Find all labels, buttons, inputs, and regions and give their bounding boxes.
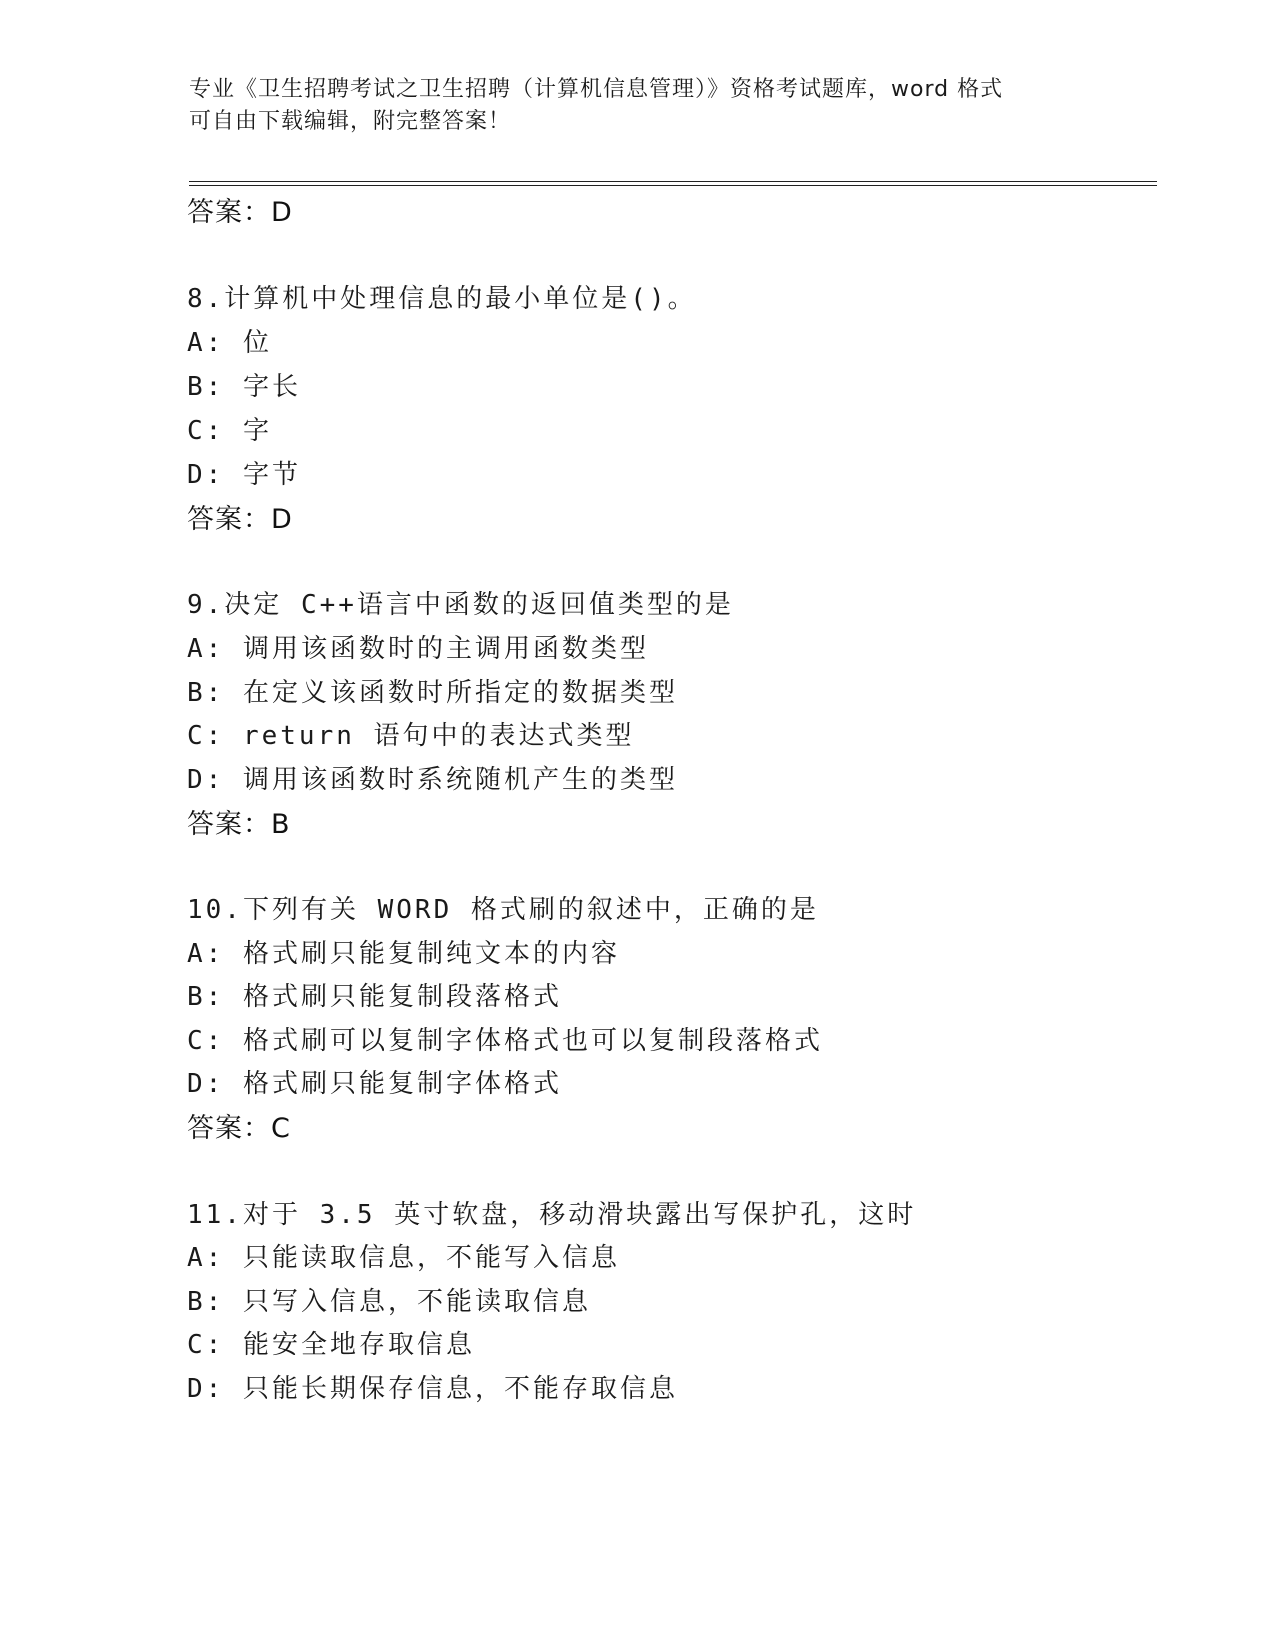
page-header <box>189 74 1089 138</box>
answer-line: 答案：D <box>187 197 293 228</box>
header-divider-bottom <box>189 185 1157 186</box>
option-b: B: 只写入信息，不能读取信息 <box>187 1287 591 1317</box>
option-b: B: 在定义该函数时所指定的数据类型 <box>187 678 678 708</box>
question-stem: 9.决定 C++语言中函数的返回值类型的是 <box>187 590 734 620</box>
header-line-2: 可自由下载编辑，附完整答案！ <box>189 109 512 134</box>
question-stem: 11.对于 3.5 英寸软盘，移动滑块露出写保护孔，这时 <box>187 1200 917 1230</box>
option-b: B: 字长 <box>187 372 301 402</box>
option-a: A: 调用该函数时的主调用函数类型 <box>187 634 649 664</box>
option-c: C: return 语句中的表达式类型 <box>187 721 635 751</box>
question-stem: 10.下列有关 WORD 格式刷的叙述中，正确的是 <box>187 895 819 925</box>
header-divider-top <box>189 181 1157 182</box>
header-line-1: 专业《卫生招聘考试之卫生招聘（计算机信息管理）》资格考试题库，word 格式 <box>189 77 1004 102</box>
answer-line: 答案：C <box>187 1113 291 1144</box>
answer-line: 答案：D <box>187 504 293 535</box>
option-d: D: 字节 <box>187 460 301 490</box>
option-a: A: 位 <box>187 328 272 358</box>
option-d: D: 只能长期保存信息，不能存取信息 <box>187 1374 678 1404</box>
option-a: A: 只能读取信息，不能写入信息 <box>187 1243 620 1273</box>
option-b: B: 格式刷只能复制段落格式 <box>187 982 562 1012</box>
option-c: C: 格式刷可以复制字体格式也可以复制段落格式 <box>187 1026 823 1056</box>
option-c: C: 字 <box>187 416 272 446</box>
option-c: C: 能安全地存取信息 <box>187 1330 475 1360</box>
question-stem: 8.计算机中处理信息的最小单位是()。 <box>187 284 697 314</box>
option-d: D: 格式刷只能复制字体格式 <box>187 1069 562 1099</box>
option-a: A: 格式刷只能复制纯文本的内容 <box>187 939 620 969</box>
answer-line: 答案：B <box>187 809 291 840</box>
option-d: D: 调用该函数时系统随机产生的类型 <box>187 765 678 795</box>
